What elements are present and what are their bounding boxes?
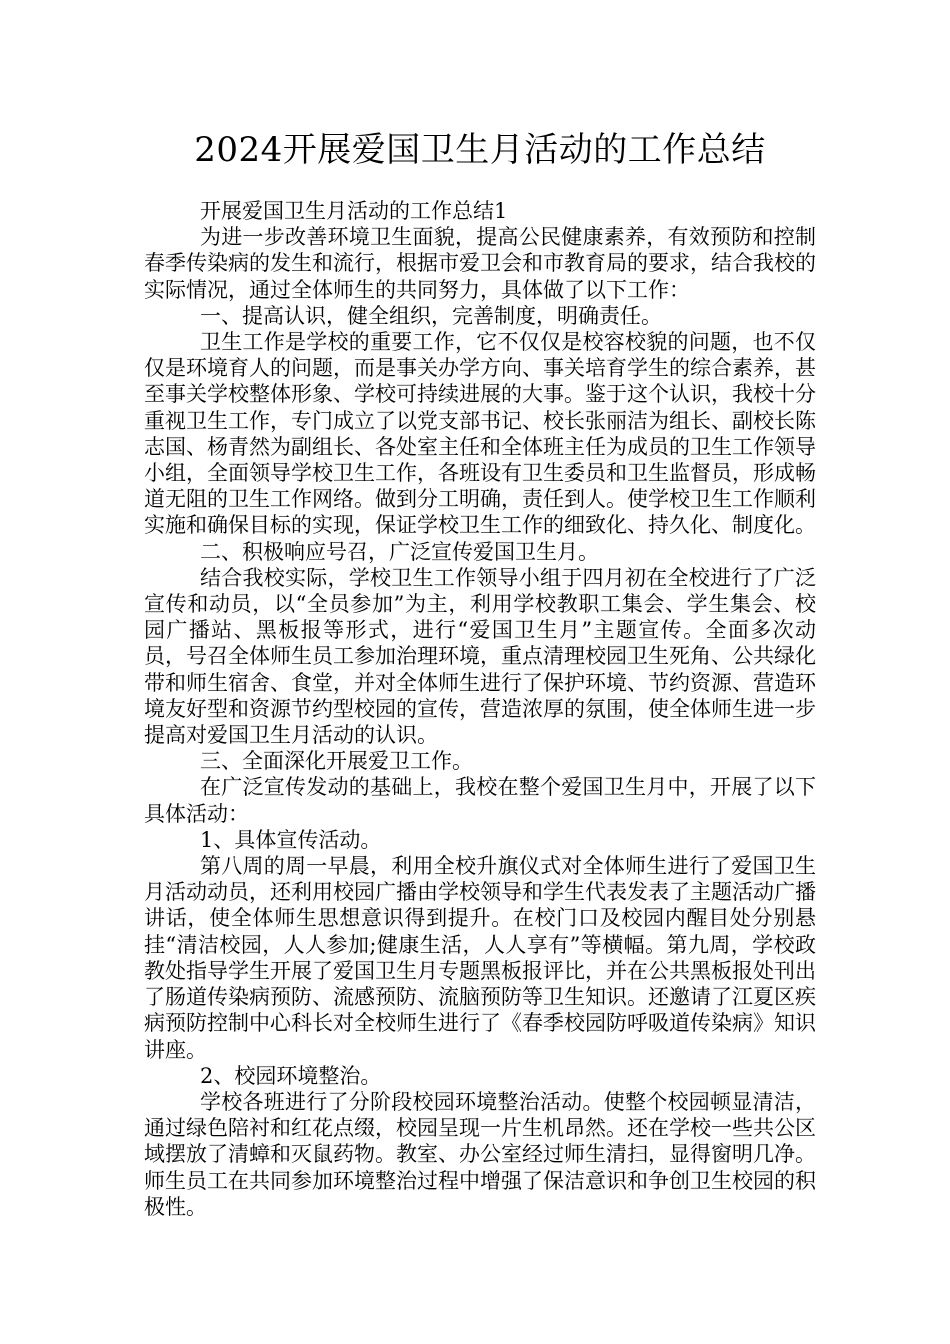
paragraph-subtitle: 开展爱国卫生月活动的工作总结1 [200, 199, 508, 223]
document-title: 2024开展爱国卫生月活动的工作总结 [194, 130, 766, 170]
paragraph-section-3: 在广泛宣传发动的基础上，我校在整个爱国卫生月中，开展了以下具体活动： [144, 775, 816, 826]
document-page [144, 120, 816, 1220]
paragraph-section-1: 卫生工作是学校的重要工作，它不仅仅是校容校貌的问题，也不仅仅是环境育人的问题，而是事关办学方向、事关培育学生的综合素养，甚至事关学校整体形象、学校可持续进展的大事。鉴于这个认识，我校十分重视卫生工作，专门成立了以党支部书记、校长张丽洁为组长、副校长陈志国、杨青然为副组长、各处室主任和全体班主任为成员的卫生工作领导小组，全面领导学校卫生工作，各班设有卫生委员和卫生监督员，形成畅道无阻的卫生工作网络。做到分工明确，责任到人。使学校卫生工作顺利实施和确保目标的实现，保证学校卫生工作的细致化、持久化、制度化。 [144, 330, 816, 538]
section-heading-1: 一、提高认识，健全组织，完善制度，明确责任。 [200, 303, 662, 328]
paragraph-intro: 为进一步改善环境卫生面貌，提高公民健康素养，有效预防和控制春季传染病的发生和流行，根据市爱卫会和市教育局的要求，结合我校的实际情况，通过全体师生的共同努力，具体做了以下工作： [144, 225, 816, 302]
section-heading-3: 三、全面深化开展爱卫工作。 [200, 749, 473, 774]
paragraph-section-2: 结合我校实际，学校卫生工作领导小组于四月初在全校进行了广泛宣传和动员，以“全员参加”为主，利用学校教职工集会、学生集会、校园广播站、黑板报等形式，进行“爱国卫生月”主题宣传。全面多次动员，号召全体师生员工参加治理环境，重点清理校园卫生死角、公共绿化带和师生宿舍、食堂，并对全体师生进行了保护环境、节约资源、营造环境友好型和资源节约型校园的宣传，营造浓厚的氛围，使全体师生进一步提高对爱国卫生月活动的认识。 [144, 565, 816, 748]
document-body [144, 198, 816, 1220]
section-heading-2: 二、积极响应号召，广泛宣传爱国卫生月。 [200, 539, 599, 564]
paragraph-subsection-2: 学校各班进行了分阶段校园环境整治活动。使整个校园顿显清洁，通过绿色陪衬和红花点缀，校园呈现一片生机昂然。还在学校一些共公区域摆放了清蟑和灭鼠药物。教室、办公室经过师生清扫，显得窗明几净。师生员工在共同参加环境整治过程中增强了保洁意识和争创卫生校园的积极性。 [144, 1089, 816, 1219]
subsection-heading-1: 1、具体宣传活动。 [200, 827, 382, 852]
paragraph-subsection-1: 第八周的周一早晨，利用全校升旗仪式对全体师生进行了爱国卫生月活动动员，还利用校园广播由学校领导和学生代表发表了主题活动广播讲话，使全体师生思想意识得到提升。在校门口及校园内醒目处分别悬挂“清洁校园，人人参加;健康生活，人人享有”等横幅。第九周，学校政教处指导学生开展了爱国卫生月专题黑板报评比，并在公共黑板报处刊出了肠道传染病预防、流感预防、流脑预防等卫生知识。还邀请了江夏区疾病预防控制中心科长对全校师生进行了《春季校园防呼吸道传染病》知识讲座。 [144, 854, 816, 1062]
subsection-heading-2: 2、校园环境整治。 [200, 1063, 382, 1088]
